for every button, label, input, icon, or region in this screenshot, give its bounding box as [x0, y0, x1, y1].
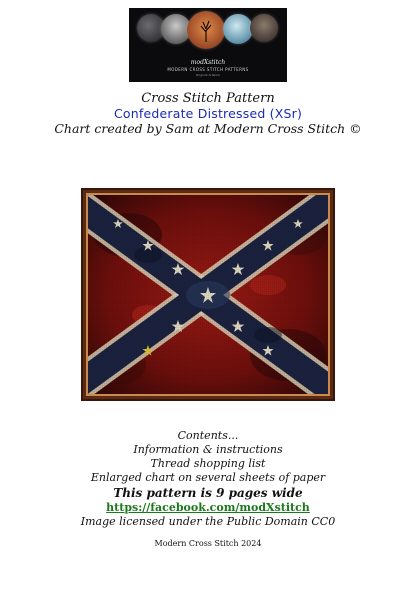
logo-circle-5 [250, 14, 278, 42]
tree-icon [198, 18, 214, 42]
pattern-preview-image [88, 195, 328, 394]
contents-item: Enlarged chart on several sheets of paper [90, 471, 326, 484]
logo-tagline: Original Artwork [195, 73, 221, 77]
page-title: Cross Stitch Pattern [141, 91, 275, 106]
contents-item: Thread shopping list [150, 457, 266, 470]
logo-subtitle: MODERN CROSS STITCH PATTERNS [167, 67, 249, 72]
contents-item: Information & instructions [133, 443, 283, 456]
logo-circle-4 [223, 14, 253, 44]
contents-block [0, 429, 416, 529]
footer-text: Modern Cross Stitch 2024 [154, 539, 262, 548]
pages-note: This pattern is 9 pages wide [113, 486, 303, 500]
pattern-name: Confederate Distressed (XSr) [113, 106, 303, 121]
chart-credit: Chart created by Sam at Modern Cross Stitch © [54, 121, 362, 136]
facebook-link[interactable]: https://facebook.com/modXstitch [106, 501, 310, 514]
pattern-preview-frame [81, 188, 335, 401]
contents-heading: Contents... [177, 429, 239, 442]
license-note: Image licensed under the Public Domain CC0 [80, 515, 336, 528]
logo-banner [129, 8, 287, 82]
logo-brand: modXstitch [190, 59, 226, 66]
